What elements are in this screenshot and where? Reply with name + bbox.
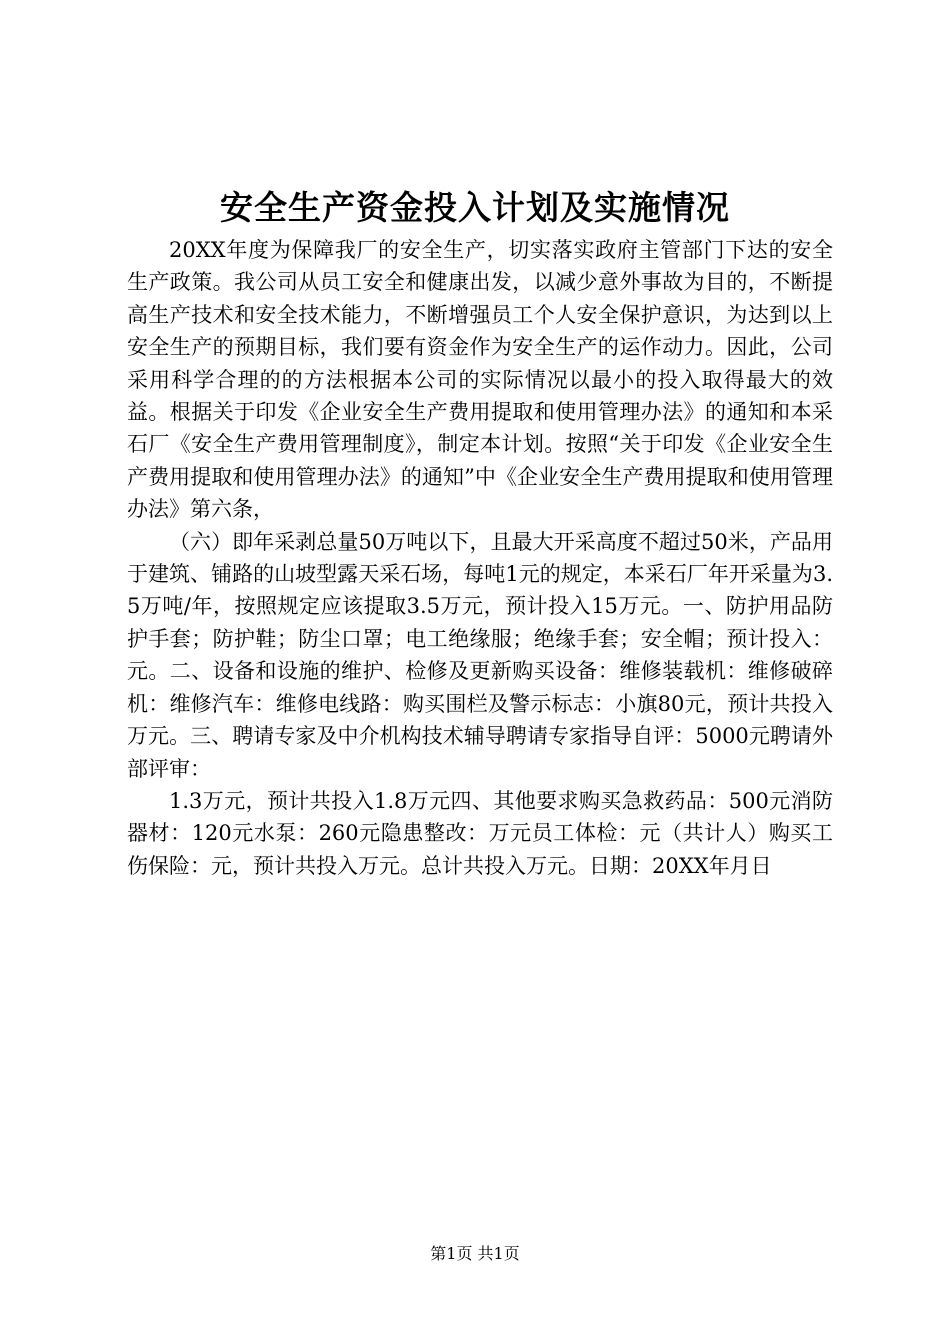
- paragraph-article-six: （六）即年采剥总量50万吨以下，且最大开采高度不超过50米，产品用于建筑、铺路的山坡型露天采石场，每吨1元的规定，本采石厂年开采量为3.5万吨/年，按照规定应该提取3.5万元，预计投入15万元。一、防护用品防护手套；防护鞋；防尘口罩；电工绝缘服；绝缘手套；安全帽；预计投入：元。二、设备和设施的维护、检修及更新购买设备：维修装载机：维修破碎机：维修汽车：维修电线路：购买围栏及警示标志：小旗80元，预计共投入万元。三、聘请专家及中介机构技术辅导聘请专家指导自评：5000元聘请外部评审：: [127, 529, 833, 781]
- page-number-footer: 第1页 共1页: [430, 1244, 520, 1263]
- paragraph-intro: 20XX年度为保障我厂的安全生产，切实落实政府主管部门下达的安全生产政策。我公司从员工安全和健康出发，以减少意外事故为目的，不断提高生产技术和安全技术能力，不断增强员工个人安全保护意识，为达到以上安全生产的预期目标，我们要有资金作为安全生产的运作动力。因此，公司采用科学合理的的方法根据本公司的实际情况以最小的投入取得最大的效益。根据关于印发《企业安全生产费用提取和使用管理办法》的通知和本采石厂《安全生产费用管理制度》，制定本计划。按照“关于印发《企业安全生产费用提取和使用管理办法》的通知”中《企业安全生产费用提取和使用管理办法》第六条，: [127, 238, 833, 522]
- document-title: 安全生产资金投入计划及实施情况: [220, 188, 730, 227]
- paragraph-other-requirements: 1.3万元，预计共投入1.8万元四、其他要求购买急救药品：500元消防器材：120元水泵：260元隐患整改：万元员工体检：元（共计人）购买工伤保险：元，预计共投入万元。总计共投入万元。日期：20XX年月日: [127, 788, 833, 878]
- document-body: [127, 234, 833, 882]
